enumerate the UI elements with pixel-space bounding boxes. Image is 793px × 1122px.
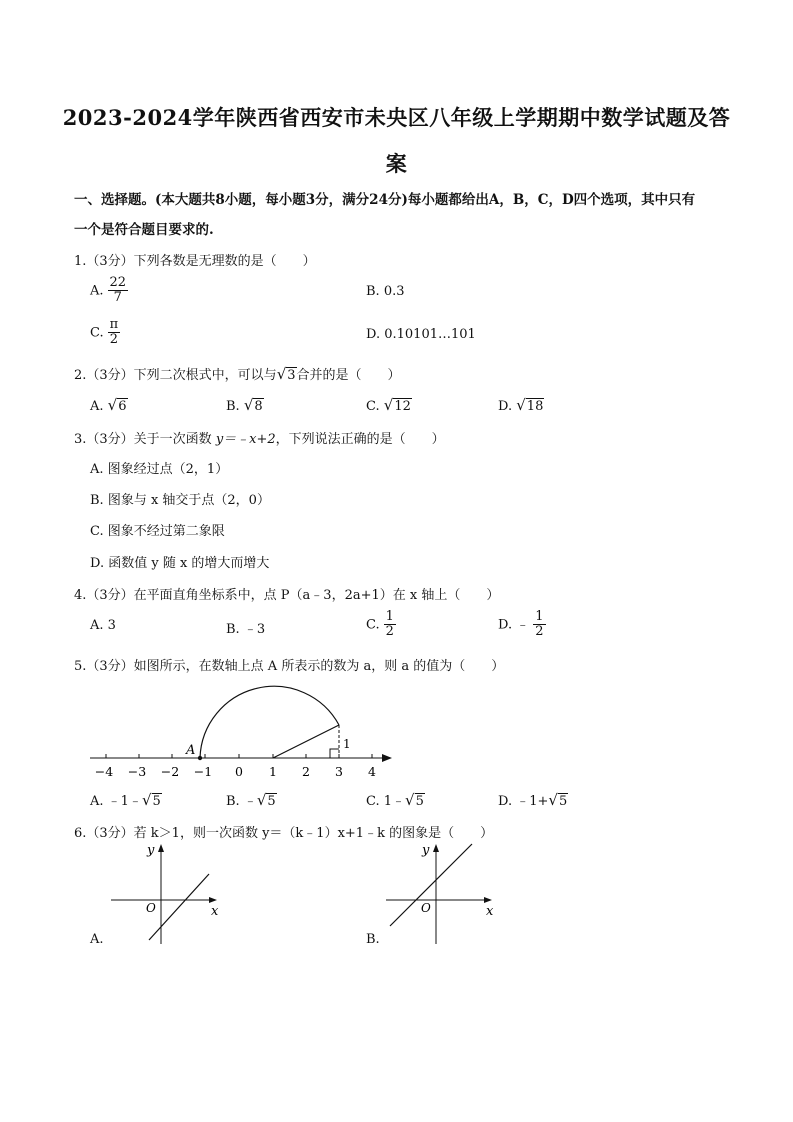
section-heading-continued: 一个是符合题目要求的. — [74, 222, 214, 238]
q1-option-c: C. $\frac{\pi}{2}$ — [90, 317, 119, 348]
q5-option-b: B. ﹣√5 — [226, 791, 276, 809]
tick-label: −2 — [160, 764, 180, 779]
tick-label: 2 — [302, 764, 310, 779]
fraction: $\frac{1}{2}$ — [535, 609, 544, 640]
q1-option-b: B. 0.3 — [366, 284, 405, 299]
axis-arrow-icon — [382, 754, 392, 762]
origin-label: O — [421, 901, 431, 915]
q3-option-b: B. 图象与 x 轴交于点（2，0） — [90, 493, 270, 508]
tick-label: 1 — [269, 764, 277, 779]
q6-graph-a — [105, 840, 230, 950]
function-line — [149, 874, 209, 940]
q3-option-d: D. 函数值 y 随 x 的增大而增大 — [90, 556, 270, 571]
q2-option-a: A. √6 — [90, 396, 127, 414]
fraction: $\frac{\pi}{2}$ — [109, 317, 119, 348]
q5-option-d: D. ﹣1+√5 — [498, 791, 568, 809]
q4-option-d: D. ﹣ $\frac{1}{2}$ — [498, 609, 544, 640]
q1-option-d: D. 0.10101…101 — [366, 327, 476, 342]
tick-label: −4 — [94, 764, 114, 779]
point-a-label: A — [186, 743, 196, 758]
sqrt-expression: √3 — [276, 365, 296, 383]
q2-option-c: C. √12 — [366, 396, 411, 414]
page-title-continued: 案 — [385, 151, 408, 176]
q3-option-c: C. 图象不经过第二象限 — [90, 524, 225, 539]
fraction: $\frac{1}{2}$ — [385, 609, 394, 640]
x-axis-arrow-icon — [484, 897, 492, 903]
number-line-figure — [80, 678, 400, 783]
hypotenuse-line — [273, 725, 339, 758]
y-axis-arrow-icon — [158, 844, 164, 852]
question-5-stem: 5.（3分）如图所示，在数轴上点 A 所表示的数为 a，则 a 的值为（ ） — [74, 659, 505, 674]
question-3-stem: 3.（3分）关于一次函数 y＝﹣x+2，下列说法正确的是（ ） — [74, 432, 445, 447]
q5-option-c: C. 1﹣√5 — [366, 791, 424, 809]
tick-label: −1 — [193, 764, 213, 779]
q2-option-b: B. √8 — [226, 396, 263, 414]
q5-option-a: A. ﹣1﹣√5 — [90, 791, 161, 809]
y-axis-label: y — [147, 843, 155, 858]
tick-label: 0 — [235, 764, 243, 779]
y-axis-label: y — [422, 843, 430, 858]
section-heading: 一、选择题。(本大题共8小题，每小题3分，满分24分)每小题都给出A，B，C，D四个选项，其中只有 — [74, 192, 696, 208]
q6-option-a: A. — [90, 932, 104, 947]
tick-label: 4 — [368, 764, 376, 779]
q4-option-a: A. 3 — [90, 618, 116, 633]
point-a-dot — [198, 756, 202, 760]
page-title: 2023-2024学年陕西省西安市未央区八年级上学期期中数学试题及答 — [62, 105, 731, 130]
q6-graph-b — [380, 840, 505, 950]
x-axis-label: x — [211, 904, 219, 919]
origin-label: O — [146, 901, 156, 915]
tick-label: 3 — [335, 764, 343, 779]
question-4-stem: 4.（3分）在平面直角坐标系中，点 P（a﹣3，2a+1）在 x 轴上（ ） — [74, 588, 500, 603]
q2-option-d: D. √18 — [498, 396, 544, 414]
right-angle-mark — [330, 749, 339, 758]
q4-option-c: C. $\frac{1}{2}$ — [366, 609, 394, 640]
tick-marks — [106, 754, 372, 758]
compass-arc — [200, 686, 339, 758]
height-label: 1 — [343, 737, 351, 751]
q3-option-a: A. 图象经过点（2，1） — [90, 462, 229, 477]
y-axis-arrow-icon — [433, 844, 439, 852]
fraction: $\frac{22}{7}$ — [109, 275, 127, 306]
x-axis-arrow-icon — [209, 897, 217, 903]
question-2-stem: 2.（3分）下列二次根式中，可以与√3合并的是（ ） — [74, 365, 401, 383]
question-1-stem: 1.（3分）下列各数是无理数的是（ ） — [74, 254, 316, 269]
q1-option-a: A. $\frac{22}{7}$ — [90, 275, 127, 306]
q4-option-b: B. ﹣3 — [226, 622, 266, 637]
question-6-stem: 6.（3分）若 k＞1，则一次函数 y＝（k﹣1）x+1﹣k 的图象是（ ） — [74, 826, 494, 841]
x-axis-label: x — [486, 904, 494, 919]
tick-label: −3 — [127, 764, 147, 779]
function-line — [390, 844, 472, 926]
q6-option-b: B. — [366, 932, 380, 947]
